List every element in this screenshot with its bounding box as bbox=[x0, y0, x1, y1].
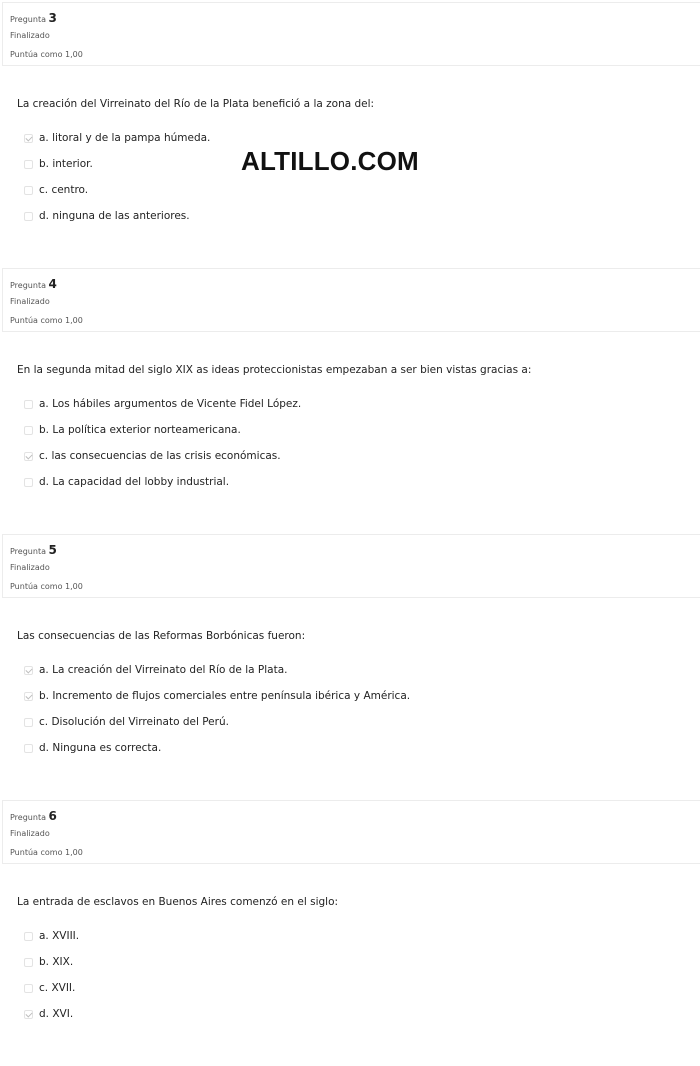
answer-option[interactable] bbox=[24, 742, 161, 754]
answer-option[interactable] bbox=[24, 398, 301, 410]
question-text: En la segunda mitad del siglo XIX as ideas proteccionistas empezaban a ser bien vistas gracias a: bbox=[17, 364, 532, 376]
question-text: La entrada de esclavos en Buenos Aires comenzó en el siglo: bbox=[17, 896, 339, 908]
answer-option[interactable] bbox=[24, 132, 210, 144]
answer-option[interactable] bbox=[24, 930, 79, 942]
answer-option[interactable] bbox=[24, 716, 229, 728]
checkbox-checked-icon[interactable] bbox=[24, 1010, 33, 1019]
checkbox-checked-icon[interactable] bbox=[24, 692, 33, 701]
question-info bbox=[2, 800, 700, 864]
question-number-line bbox=[10, 277, 57, 291]
answer-label: a. La creación del Virreinato del Río de la Plata. bbox=[39, 664, 288, 676]
question-number: 6 bbox=[48, 809, 57, 823]
answer-option[interactable] bbox=[24, 982, 75, 994]
question-label: Pregunta bbox=[10, 547, 46, 556]
question-info bbox=[2, 268, 700, 332]
checkbox-icon[interactable] bbox=[24, 426, 33, 435]
answer-option[interactable] bbox=[24, 210, 190, 222]
question-number-line bbox=[10, 11, 57, 25]
question-state: Finalizado bbox=[10, 829, 50, 838]
answer-label: a. litoral y de la pampa húmeda. bbox=[39, 132, 211, 144]
checkbox-icon[interactable] bbox=[24, 186, 33, 195]
answer-label: b. XIX. bbox=[39, 956, 74, 968]
answer-option[interactable] bbox=[24, 450, 281, 462]
answer-label: c. centro. bbox=[39, 184, 89, 196]
answer-label: c. XVII. bbox=[39, 982, 76, 994]
answer-label: d. La capacidad del lobby industrial. bbox=[39, 476, 230, 488]
checkbox-icon[interactable] bbox=[24, 160, 33, 169]
answer-label: d. XVI. bbox=[39, 1008, 74, 1020]
question-label: Pregunta bbox=[10, 813, 46, 822]
question-number: 3 bbox=[48, 11, 57, 25]
answer-label: a. XVIII. bbox=[39, 930, 80, 942]
question-block bbox=[0, 2, 700, 268]
question-block bbox=[0, 800, 700, 1066]
checkbox-icon[interactable] bbox=[24, 478, 33, 487]
answer-option[interactable] bbox=[24, 664, 287, 676]
question-info bbox=[2, 534, 700, 598]
question-number: 5 bbox=[48, 543, 57, 557]
answer-label: d. ninguna de las anteriores. bbox=[39, 210, 190, 222]
answer-label: b. Incremento de flujos comerciales entre península ibérica y América. bbox=[39, 690, 411, 702]
answer-option[interactable] bbox=[24, 158, 93, 170]
question-state: Finalizado bbox=[10, 297, 50, 306]
answer-label: b. La política exterior norteamericana. bbox=[39, 424, 241, 436]
checkbox-icon[interactable] bbox=[24, 718, 33, 727]
question-grade: Puntúa como 1,00 bbox=[10, 316, 83, 325]
checkbox-icon[interactable] bbox=[24, 958, 33, 967]
checkbox-checked-icon[interactable] bbox=[24, 452, 33, 461]
question-info bbox=[2, 2, 700, 66]
checkbox-checked-icon[interactable] bbox=[24, 134, 33, 143]
answer-option[interactable] bbox=[24, 1008, 73, 1020]
answer-label: b. interior. bbox=[39, 158, 93, 170]
answer-label: d. Ninguna es correcta. bbox=[39, 742, 162, 754]
question-label: Pregunta bbox=[10, 281, 46, 290]
question-text: La creación del Virreinato del Río de la Plata benefició a la zona del: bbox=[17, 98, 375, 110]
question-number: 4 bbox=[48, 277, 57, 291]
question-grade: Puntúa como 1,00 bbox=[10, 50, 83, 59]
question-label: Pregunta bbox=[10, 15, 46, 24]
answer-option[interactable] bbox=[24, 690, 410, 702]
answer-option[interactable] bbox=[24, 424, 241, 436]
question-block bbox=[0, 534, 700, 800]
checkbox-icon[interactable] bbox=[24, 744, 33, 753]
answer-label: a. Los hábiles argumentos de Vicente Fidel López. bbox=[39, 398, 302, 410]
answer-option[interactable] bbox=[24, 956, 73, 968]
checkbox-checked-icon[interactable] bbox=[24, 666, 33, 675]
answer-option[interactable] bbox=[24, 184, 88, 196]
answer-label: c. las consecuencias de las crisis económicas. bbox=[39, 450, 281, 462]
question-text: Las consecuencias de las Reformas Borbónicas fueron: bbox=[17, 630, 306, 642]
checkbox-icon[interactable] bbox=[24, 212, 33, 221]
question-number-line bbox=[10, 543, 57, 557]
answer-option[interactable] bbox=[24, 476, 229, 488]
checkbox-icon[interactable] bbox=[24, 400, 33, 409]
question-block bbox=[0, 268, 700, 534]
checkbox-icon[interactable] bbox=[24, 932, 33, 941]
answer-label: c. Disolución del Virreinato del Perú. bbox=[39, 716, 229, 728]
watermark: ALTILLO.COM bbox=[241, 146, 419, 176]
checkbox-icon[interactable] bbox=[24, 984, 33, 993]
question-grade: Puntúa como 1,00 bbox=[10, 582, 83, 591]
question-state: Finalizado bbox=[10, 31, 50, 40]
question-number-line bbox=[10, 809, 57, 823]
question-grade: Puntúa como 1,00 bbox=[10, 848, 83, 857]
question-state: Finalizado bbox=[10, 563, 50, 572]
